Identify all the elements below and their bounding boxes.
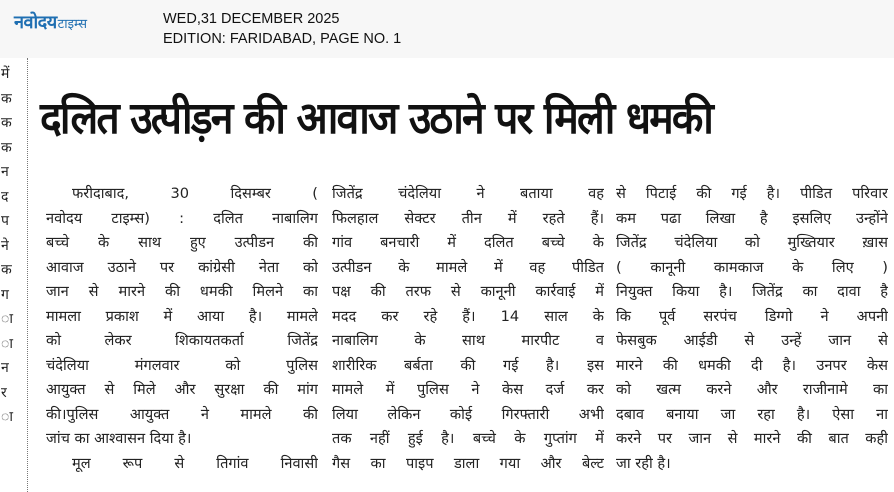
publication-date: WED,31 DECEMBER 2025 bbox=[163, 11, 340, 27]
text-line: फरीदाबाद, 30 दिसम्बर ( bbox=[72, 185, 318, 202]
text-line: गैस का पाइप डाला गया और बेल्ट bbox=[332, 454, 604, 472]
text-line: फेसबुक आईडी से उन्हें जान से bbox=[616, 332, 888, 349]
text-line: नवोदय टाइम्स) : दलित नाबालिग bbox=[46, 209, 318, 227]
strip-char: क bbox=[1, 90, 12, 107]
text-line: नाबालिग के साथ मारपीट व bbox=[332, 332, 604, 349]
strip-char: ने bbox=[1, 237, 9, 254]
text-line: चंदेलिया मंगलवार को पुलिस bbox=[46, 356, 318, 374]
text-line: उत्पीडन के मामले में वह पीडित bbox=[332, 258, 604, 276]
strip-char: द bbox=[1, 188, 9, 205]
text-line: जान से मारने की धमकी मिलने का bbox=[46, 283, 318, 300]
text-line: की।पुलिस आयुक्त ने मामले की bbox=[46, 405, 318, 423]
strip-char: क bbox=[1, 115, 12, 131]
text-line: जांच का आश्वासन दिया है। bbox=[46, 430, 192, 447]
text-line: गांव बनचारी में दलित बच्चे के bbox=[332, 234, 604, 251]
text-line: जितेंद्र चंदेलिया को मुख्तियार ख़ास bbox=[616, 234, 888, 251]
article-column-3 bbox=[616, 182, 888, 476]
text-line: ( कानूनी कामकाज के लिए ) bbox=[616, 258, 888, 276]
text-line: फिलहाल सेक्टर तीन में रहते हैं। bbox=[332, 209, 604, 227]
strip-char: क bbox=[1, 139, 12, 156]
text-line: मारने की धमकी दी है। उनपर केस bbox=[616, 356, 888, 374]
text-line: करने पर जान से मारने की बात कही bbox=[616, 430, 888, 447]
strip-char: ा bbox=[1, 335, 13, 352]
strip-char: न bbox=[1, 164, 9, 180]
article-column-1 bbox=[46, 182, 318, 476]
edition-info bbox=[163, 9, 401, 49]
logo-main-text: नवोदय bbox=[14, 12, 57, 33]
edition-page: EDITION: FARIDABAD, PAGE NO. 1 bbox=[163, 31, 402, 47]
text-line: आयुक्त से मिले और सुरक्षा की मांग bbox=[46, 381, 318, 398]
text-line: से पिटाई की गई है। पीडित परिवार bbox=[616, 185, 888, 202]
text-line: मदद कर रहे हैं। 14 साल के bbox=[332, 307, 604, 325]
text-line: को लेकर शिकायतकर्ता जितेंद्र bbox=[46, 332, 318, 349]
article-headline: दलित उत्पीड़न की आवाज उठाने पर मिली धमकी bbox=[40, 93, 712, 144]
text-line: दबाव बनाया जा रहा है। ऐसा ना bbox=[616, 405, 888, 423]
strip-char: ग bbox=[1, 286, 9, 303]
text-line: मामला प्रकाश में आया है। मामले bbox=[46, 307, 318, 325]
text-line: तक नहीं हुई है। बच्चे के गुप्तांग में bbox=[332, 430, 604, 447]
logo-sub-text: टाइम्स bbox=[57, 17, 87, 32]
adjacent-article-strip bbox=[0, 62, 23, 430]
text-line: जितेंद्र चंदेलिया ने बताया वह bbox=[332, 185, 604, 202]
text-line: को खत्म करने और राजीनामे का bbox=[616, 381, 888, 398]
text-line: लिया लेकिन कोई गिरफ्तारी अभी bbox=[332, 405, 604, 423]
strip-char: में bbox=[1, 66, 10, 82]
header-bar bbox=[0, 0, 894, 58]
dotted-column-divider bbox=[27, 58, 28, 492]
text-line: कि पूर्व सरपंच डिग्गो ने अपनी bbox=[616, 307, 888, 325]
text-line: बच्चे के साथ हुए उत्पीडन की bbox=[46, 234, 318, 251]
strip-char: न bbox=[1, 360, 9, 376]
strip-char: ा bbox=[1, 409, 13, 425]
text-line: आवाज उठाने पर कांग्रेसी नेता को bbox=[46, 258, 318, 276]
text-line: कम पढा लिखा है इसलिए उन्होंने bbox=[616, 209, 888, 227]
text-line: नियुक्त किया है। जितेंद्र का दावा है bbox=[616, 283, 888, 300]
strip-char: क bbox=[1, 262, 12, 278]
strip-char: र bbox=[1, 384, 7, 401]
newspaper-logo[interactable] bbox=[14, 10, 87, 34]
text-line: पक्ष की तरफ से कानूनी कार्रवाई में bbox=[332, 283, 604, 300]
text-line: जा रही है। bbox=[616, 454, 671, 472]
strip-char: प bbox=[1, 213, 9, 229]
strip-char: ा bbox=[1, 311, 13, 327]
text-line: शारीरिक बर्बता की गई है। इस bbox=[332, 356, 604, 374]
text-line: मामले में पुलिस ने केस दर्ज कर bbox=[332, 381, 604, 398]
text-line: मूल रूप से तिगांव निवासी bbox=[72, 454, 318, 472]
article-column-2 bbox=[332, 182, 604, 476]
